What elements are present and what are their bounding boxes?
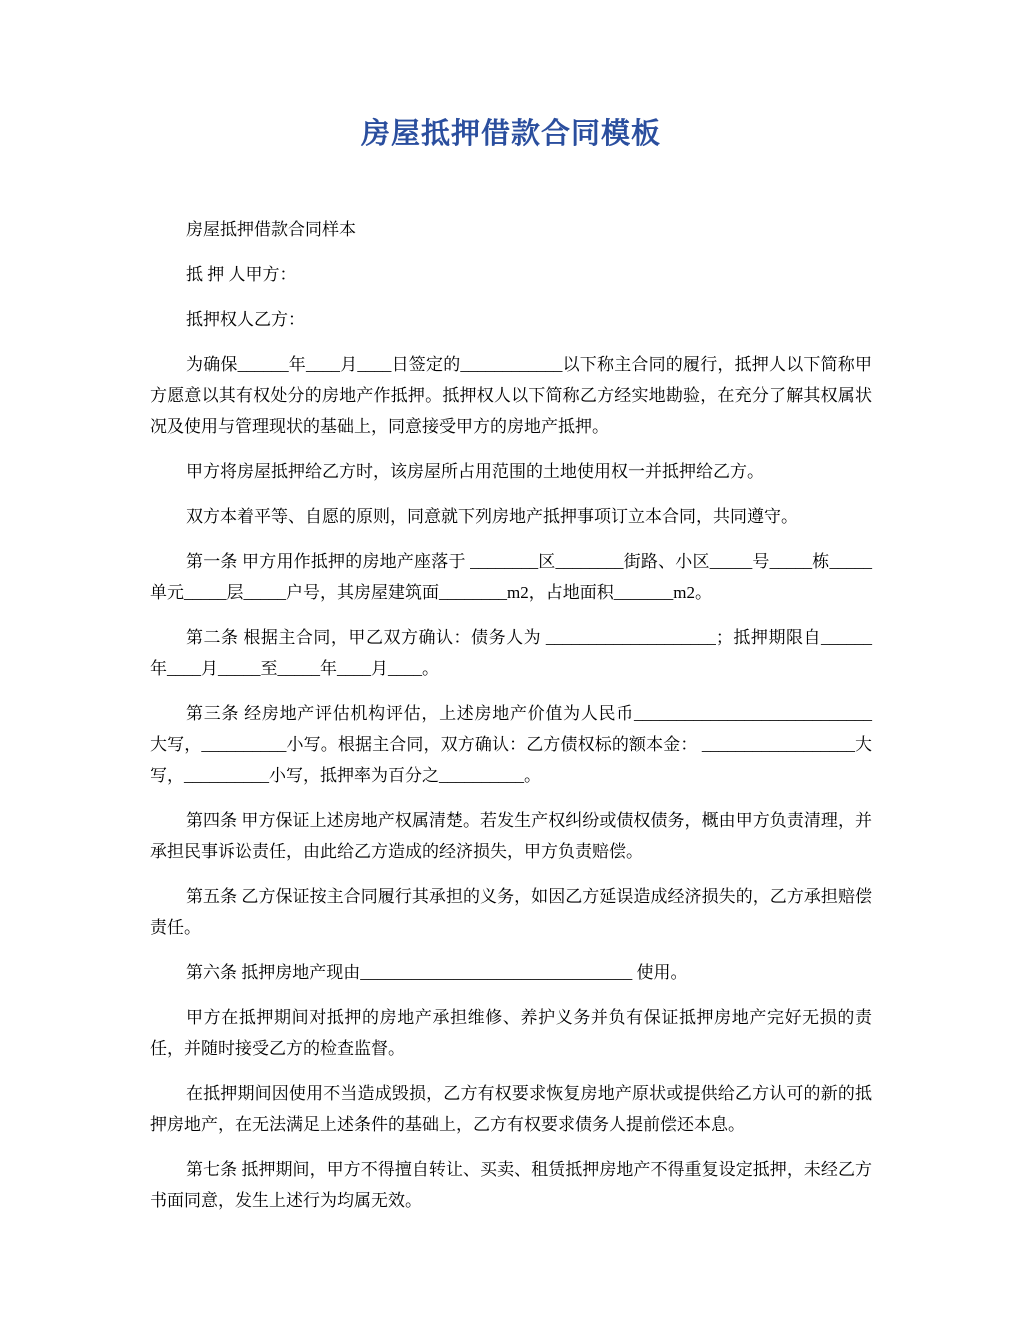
clause-1-property-location: 第一条 甲方用作抵押的房地产座落于 ________区________街路、小区_____号_____栋_____单元_____层_____户号，其房屋建筑面________m2，占地面积_______m2。: [150, 552, 872, 602]
document-title: 房屋抵押借款合同模板: [360, 116, 661, 150]
paragraph-land-use-right: 甲方将房屋抵押给乙方时，该房屋所占用范围的土地使用权一并抵押给乙方。: [186, 462, 764, 481]
paragraph-mutual-agreement: 双方本着平等、自愿的原则，同意就下列房地产抵押事项订立本合同，共同遵守。: [186, 507, 798, 526]
clause-5-party-b-obligation: 第五条 乙方保证按主合同履行其承担的义务，如因乙方延误造成经济损失的，乙方承担赔偿责任。: [150, 887, 872, 937]
clause-6-current-user: 第六条 抵押房地产现由________________________________ 使用。: [186, 963, 688, 982]
paragraph-sample-title: 房屋抵押借款合同样本: [186, 220, 356, 239]
paragraph-maintenance-duty: 甲方在抵押期间对抵押的房地产承担维修、养护义务并负有保证抵押房地产完好无损的责任，并随时接受乙方的检查监督。: [150, 1008, 872, 1058]
paragraph-preamble: 为确保______年____月____日签定的____________以下称主合同的履行，抵押人以下简称甲方愿意以其有权处分的房地产作抵押。抵押权人以下简称乙方经实地勘验，在充分了解其权属状况及使用与管理现状的基础上，同意接受甲方的房地产抵押。: [150, 355, 872, 436]
clause-2-debtor-and-term: 第二条 根据主合同，甲乙双方确认：债务人为 ____________________；抵押期限自______年____月_____至_____年____月____。: [150, 628, 872, 678]
clause-4-party-a-warranty: 第四条 甲方保证上述房地产权属清楚。若发生产权纠纷或债权债务，概由甲方负责清理，并承担民事诉讼责任，由此给乙方造成的经济损失，甲方负责赔偿。: [150, 811, 872, 861]
paragraph-mortgagor-party-a: 抵 押 人甲方：: [186, 265, 297, 284]
paragraph-mortgagee-party-b: 抵押权人乙方：: [186, 310, 305, 329]
contract-body: [150, 214, 872, 1216]
clause-3-appraised-value: 第三条 经房地产评估机构评估，上述房地产价值为人民币____________________________ 大写，__________小写。根据主合同，双方确认：乙方债权标的额本金： __________________大写，__________小写，抵押率为百分之__________。: [150, 704, 872, 785]
paragraph-damage-remedy: 在抵押期间因使用不当造成毁损，乙方有权要求恢复房地产原状或提供给乙方认可的新的抵押房地产，在无法满足上述条件的基础上，乙方有权要求债务人提前偿还本息。: [150, 1084, 872, 1134]
clause-7-transfer-restriction: 第七条 抵押期间，甲方不得擅自转让、买卖、租赁抵押房地产不得重复设定抵押，未经乙方书面同意，发生上述行为均属无效。: [150, 1160, 872, 1210]
